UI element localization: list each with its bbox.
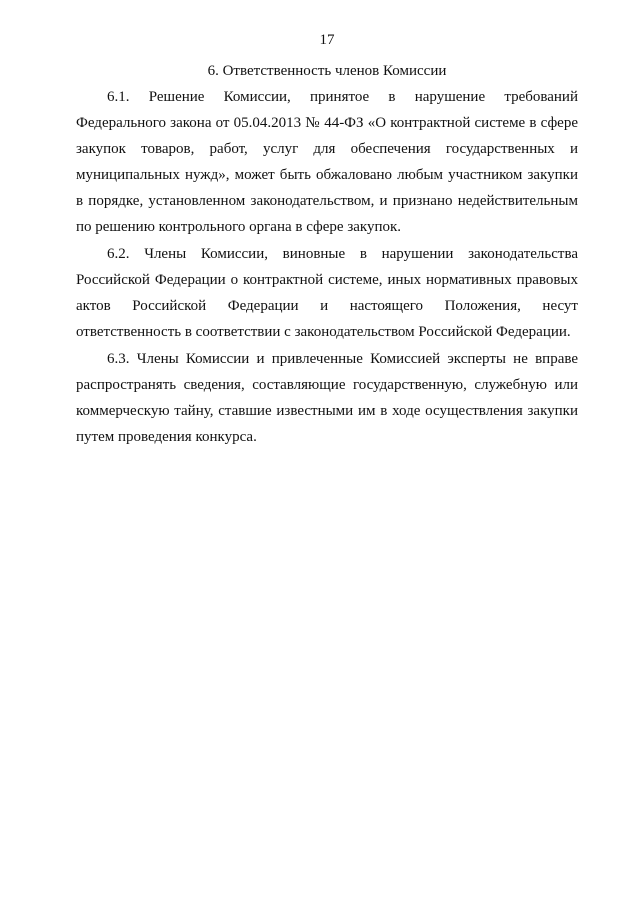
text-line: закупок товаров, работ, услуг для обеспечения государственных и bbox=[76, 141, 578, 157]
section-title: 6. Ответственность членов Комиссии bbox=[207, 63, 447, 79]
text-line: по решению контрольного органа в сфере закупок. bbox=[76, 219, 402, 235]
text-line: муниципальных нужд», может быть обжаловано любым участником закупки bbox=[76, 167, 578, 183]
text-line: Российской Федерации о контрактной системе, иных нормативных правовых bbox=[76, 272, 578, 288]
text-line: распространять сведения, составляющие государственную, служебную или bbox=[76, 377, 578, 393]
text-line: ответственность в соответствии с законодательством Российской Федерации. bbox=[76, 324, 571, 340]
paragraph-6-2 bbox=[76, 241, 578, 345]
text-line: коммерческую тайну, ставшие известными им в ходе осуществления закупки bbox=[76, 403, 578, 419]
text-line: путем проведения конкурса. bbox=[76, 429, 257, 445]
text-line: 6.1. Решение Комиссии, принятое в нарушение требований bbox=[107, 89, 578, 105]
document-body bbox=[76, 84, 578, 451]
text-line: в порядке, установленном законодательством, и признано недействительным bbox=[76, 193, 578, 209]
page-number: 17 bbox=[319, 32, 335, 48]
text-line: 6.2. Члены Комиссии, виновные в нарушении законодательства bbox=[107, 246, 578, 262]
text-line: 6.3. Члены Комиссии и привлеченные Комиссией эксперты не вправе bbox=[107, 351, 578, 367]
paragraph-6-1 bbox=[76, 84, 578, 240]
text-line: Федерального закона от 05.04.2013 № 44-ФЗ «О контрактной системе в сфере bbox=[76, 115, 578, 131]
text-line: актов Российской Федерации и настоящего Положения, несут bbox=[76, 298, 578, 314]
paragraph-6-3 bbox=[76, 346, 578, 450]
